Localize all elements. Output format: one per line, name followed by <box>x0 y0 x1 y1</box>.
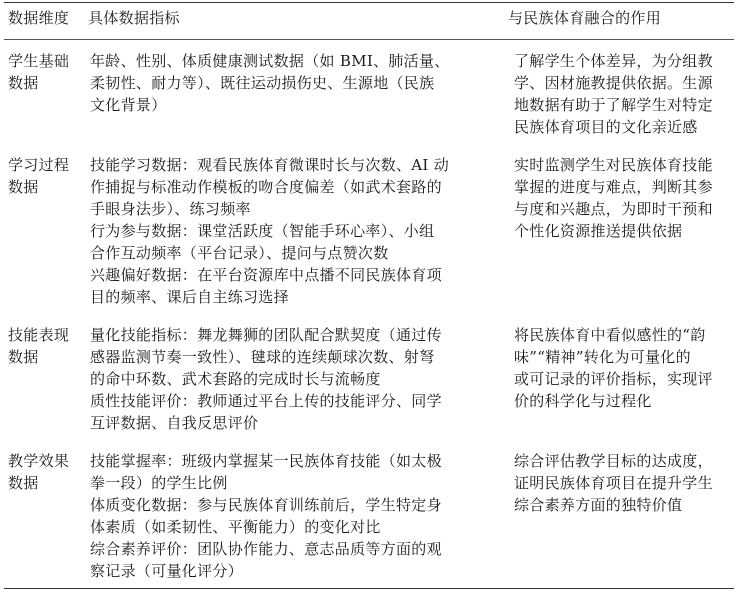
cell-line: 合作互动频率（平台记录）、提问与点赞次数 <box>90 244 389 262</box>
table-row <box>4 40 734 145</box>
cell-line: 学生基础 <box>8 52 70 70</box>
cell-line: 察记录（可量化评分） <box>90 562 244 580</box>
dimension-cell <box>4 314 84 440</box>
cell-line: 数据 <box>8 178 39 196</box>
cell-line: 或可记录的评价指标，实现评 <box>514 370 713 388</box>
cell-line: 数据 <box>8 474 39 492</box>
cell-line: 质性技能评价：教师通过平台上传的技能评分、同学 <box>90 392 442 410</box>
table-row <box>4 144 734 314</box>
cell-line: 综合素养评价：团队协作能力、意志品质等方面的观 <box>90 540 442 558</box>
cell-line: 的命中环数、武术套路的完成时长与流畅度 <box>90 370 381 388</box>
header-role: 与民族体育融合的作用 <box>504 3 734 40</box>
cell-line: 技能学习数据：观看民族体育微课时长与次数、AI 动 <box>90 156 450 174</box>
cell-line: 技能掌握率：班级内掌握某一民族体育技能（如太极 <box>90 452 442 470</box>
cell-line: 数据 <box>8 348 39 366</box>
table-body <box>4 40 734 589</box>
indicators-cell <box>84 40 504 145</box>
cell-line: 了解学生个体差异，为分组教 <box>514 52 713 70</box>
dimension-cell <box>4 40 84 145</box>
cell-line: 技能表现 <box>8 326 70 344</box>
cell-line: 互评数据、自我反思评价 <box>90 414 259 432</box>
cell-line: 证明民族体育项目在提升学生 <box>514 474 713 492</box>
cell-line: 与度和兴趣点，为即时干预和 <box>514 200 713 218</box>
cell-line: 年龄、性别、体质健康测试数据（如 BMI、肺活量、 <box>90 52 450 70</box>
cell-line: 个性化资源推送提供依据 <box>514 222 683 240</box>
cell-line: 数据 <box>8 74 39 92</box>
header-dimension: 数据维度 <box>4 3 84 40</box>
cell-line: 学、因材施教提供依据。生源 <box>514 74 713 92</box>
cell-line: 量化技能指标：舞龙舞狮的团队配合默契度（通过传 <box>90 326 442 344</box>
cell-line: 目的频率、课后自主练习选择 <box>90 288 289 306</box>
table-row <box>4 440 734 589</box>
dimension-cell <box>4 440 84 589</box>
cell-line: 教学效果 <box>8 452 70 470</box>
cell-line: 体素质（如柔韧性、平衡能力）的变化对比 <box>90 518 381 536</box>
dimension-cell <box>4 144 84 314</box>
table-header <box>4 3 734 40</box>
indicators-cell <box>84 440 504 589</box>
cell-line: 地数据有助于了解学生对特定 <box>514 96 713 114</box>
header-indicators: 具体数据指标 <box>84 3 504 40</box>
role-cell <box>504 314 734 440</box>
table-row <box>4 314 734 440</box>
cell-line: 行为参与数据：课堂活跃度（智能手环心率）、小组 <box>90 222 435 240</box>
cell-line: 学习过程 <box>8 156 70 174</box>
cell-line: 手眼身法步）、练习频率 <box>90 200 251 218</box>
cell-line: 拳一段）的学生比例 <box>90 474 228 492</box>
role-cell <box>504 40 734 145</box>
data-dimension-table <box>4 2 734 589</box>
header-row <box>4 3 734 40</box>
role-cell <box>504 144 734 314</box>
cell-line: 价的科学化与过程化 <box>514 392 652 410</box>
indicators-cell <box>84 144 504 314</box>
cell-line: 作捕捉与标准动作模板的吻合度偏差（如武术套路的 <box>90 178 442 196</box>
indicators-cell <box>84 314 504 440</box>
cell-line: 体质变化数据：参与民族体育训练前后，学生特定身 <box>90 496 442 514</box>
cell-line: 综合素养方面的独特价值 <box>514 496 683 514</box>
cell-line: 感器监测节奏一致性）、毽球的连续颠球次数、射弩 <box>90 348 435 366</box>
cell-line: 实时监测学生对民族体育技能 <box>514 156 713 174</box>
cell-line: 兴趣偏好数据：在平台资源库中点播不同民族体育项 <box>90 266 442 284</box>
cell-line: 文化背景） <box>90 96 167 114</box>
role-cell <box>504 440 734 589</box>
cell-line: 将民族体育中看似感性的“韵 <box>514 326 706 344</box>
cell-line: 味”“精神”转化为可量化的 <box>514 348 691 366</box>
cell-line: 柔韧性、耐力等）、既往运动损伤史、生源地（民族 <box>90 74 435 92</box>
cell-line: 综合评估教学目标的达成度， <box>514 452 713 470</box>
cell-line: 掌握的进度与难点，判断其参 <box>514 178 713 196</box>
cell-line: 民族体育项目的文化亲近感 <box>514 118 698 136</box>
